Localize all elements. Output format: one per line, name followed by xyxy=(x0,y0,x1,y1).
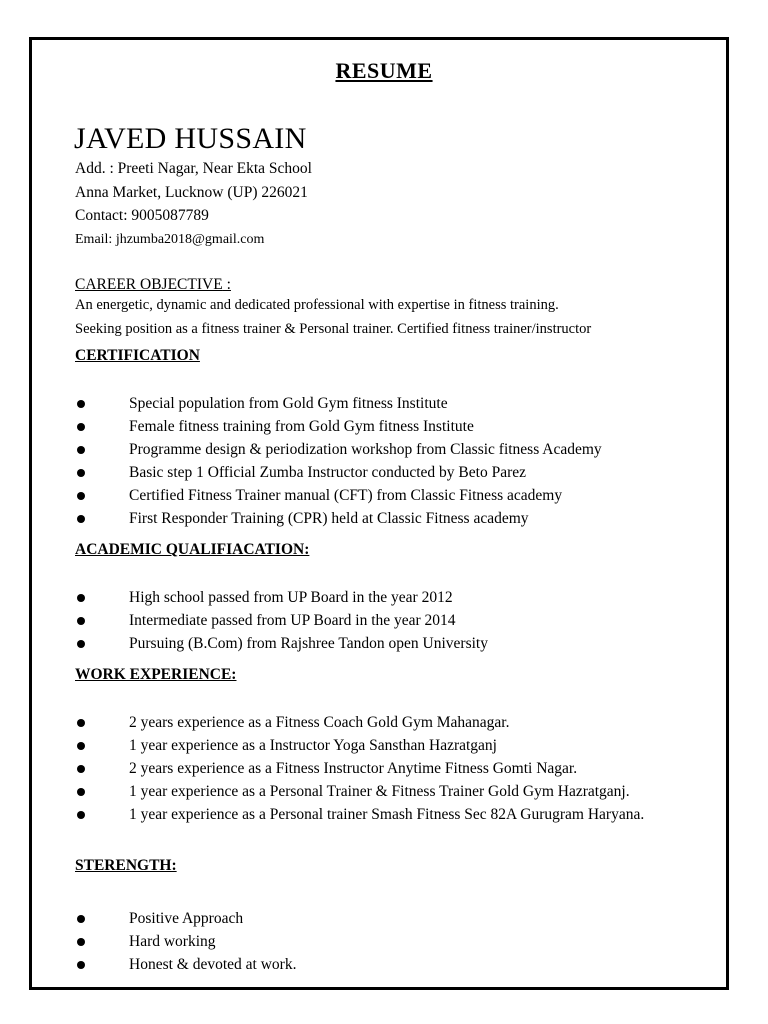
list-item: 2 years experience as a Fitness Coach Gold Gym Mahanagar. xyxy=(75,711,749,734)
academic-list xyxy=(75,586,749,655)
strength-list xyxy=(75,907,749,976)
bullet-icon xyxy=(77,515,85,523)
career-objective-line-2: Seeking position as a fitness trainer & Personal trainer. Certified fitness trainer/instructor xyxy=(75,320,592,337)
list-item: High school passed from UP Board in the year 2012 xyxy=(75,586,749,609)
bullet-icon xyxy=(77,640,85,648)
bullet-icon xyxy=(77,594,85,602)
address-line-2: Anna Market, Lucknow (UP) 226021 xyxy=(75,183,308,201)
academic-heading: ACADEMIC QUALIFIACATION: xyxy=(75,541,310,558)
list-item: Hard working xyxy=(75,930,749,953)
bullet-icon xyxy=(77,492,85,500)
bullet-icon xyxy=(77,617,85,625)
list-item: Intermediate passed from UP Board in the year 2014 xyxy=(75,609,749,632)
contact-email: Email: jhzumba2018@gmail.com xyxy=(75,231,265,247)
candidate-name: JAVED HUSSAIN xyxy=(74,122,307,155)
career-objective-line-1: An energetic, dynamic and dedicated professional with expertise in fitness training. xyxy=(75,297,559,313)
bullet-icon xyxy=(77,719,85,727)
contact-phone: Contact: 9005087789 xyxy=(75,207,209,224)
list-item: First Responder Training (CPR) held at Classic Fitness academy xyxy=(75,507,749,530)
list-item: 1 year experience as a Personal trainer Smash Fitness Sec 82A Gurugram Haryana. xyxy=(75,803,689,826)
list-item: Basic step 1 Official Zumba Instructor conducted by Beto Parez xyxy=(75,461,749,484)
career-objective-heading-text: CAREER OBJECTIVE xyxy=(75,276,223,293)
list-item: Positive Approach xyxy=(75,907,749,930)
address-line-1: Add. : Preeti Nagar, Near Ekta School xyxy=(75,160,312,177)
career-objective-colon: : xyxy=(222,276,231,293)
bullet-icon xyxy=(77,423,85,431)
list-item: 1 year experience as a Personal Trainer & Fitness Trainer Gold Gym Hazratganj. xyxy=(75,780,749,803)
bullet-icon xyxy=(77,811,85,819)
certification-list xyxy=(75,392,749,530)
list-item: Honest & devoted at work. xyxy=(75,953,749,976)
list-item: Certified Fitness Trainer manual (CFT) from Classic Fitness academy xyxy=(75,484,749,507)
certification-heading: CERTIFICATION xyxy=(75,347,200,364)
career-objective-heading xyxy=(75,276,231,294)
list-item: 2 years experience as a Fitness Instructor Anytime Fitness Gomti Nagar. xyxy=(75,757,749,780)
list-item: Pursuing (B.Com) from Rajshree Tandon open University xyxy=(75,632,749,655)
bullet-icon xyxy=(77,742,85,750)
bullet-icon xyxy=(77,788,85,796)
work-experience-heading: WORK EXPERIENCE: xyxy=(75,666,237,683)
bullet-icon xyxy=(77,400,85,408)
bullet-icon xyxy=(77,961,85,969)
list-item: Programme design & periodization workshop from Classic fitness Academy xyxy=(75,438,749,461)
list-item: Special population from Gold Gym fitness Institute xyxy=(75,392,749,415)
list-item: Female fitness training from Gold Gym fitness Institute xyxy=(75,415,749,438)
career-objective-text xyxy=(75,294,591,341)
list-item: 1 year experience as a Instructor Yoga Sansthan Hazratganj xyxy=(75,734,749,757)
bullet-icon xyxy=(77,446,85,454)
bullet-icon xyxy=(77,765,85,773)
work-experience-list xyxy=(75,711,749,826)
strength-heading: STERENGTH: xyxy=(75,857,177,874)
document-title: RESUME xyxy=(335,58,433,83)
bullet-icon xyxy=(77,915,85,923)
bullet-icon xyxy=(77,938,85,946)
bullet-icon xyxy=(77,469,85,477)
contact-block xyxy=(75,157,312,251)
